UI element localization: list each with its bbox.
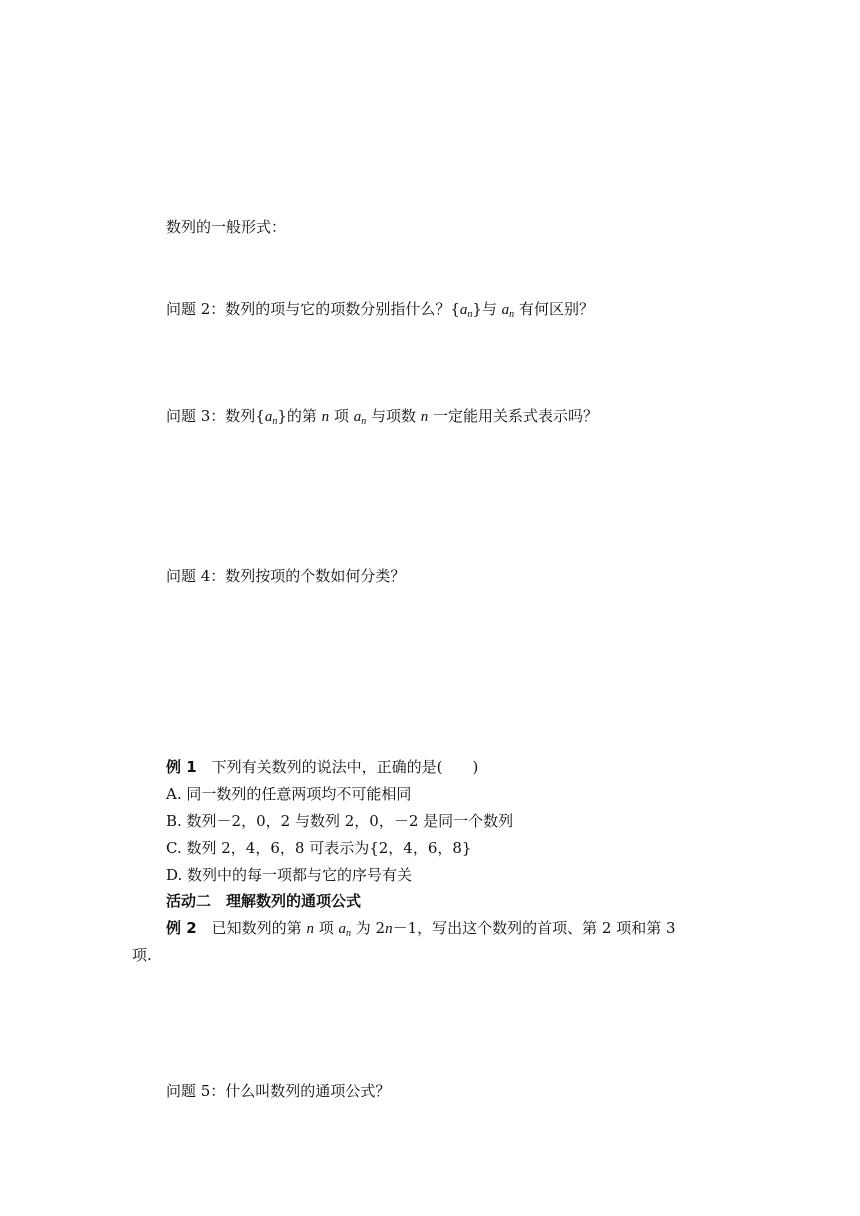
ex2-t4: －1，写出这个数列的首项、第 2 项和第 3 bbox=[392, 919, 676, 937]
q3-mid1: }的第 bbox=[277, 407, 322, 425]
ex2-a: a bbox=[338, 921, 346, 937]
question-5 bbox=[166, 1080, 390, 1102]
q2-a: a bbox=[459, 302, 468, 318]
q5-text: 问题 5：什么叫数列的通项公式？ bbox=[166, 1082, 391, 1100]
q2-n: n bbox=[467, 309, 473, 320]
ex2-t1: 已知数列的第 bbox=[196, 919, 307, 937]
q2-a2: a bbox=[501, 302, 510, 318]
ex2-n2: n bbox=[385, 921, 393, 937]
q3-a: a bbox=[264, 409, 273, 425]
option-a: A. 同一数列的任意两项均不可能相同 bbox=[166, 785, 412, 803]
ex2-t3: 为 2 bbox=[351, 919, 386, 937]
q3-a2: a bbox=[353, 409, 362, 425]
ex2-t2: 项 bbox=[313, 919, 339, 937]
q2-n2: n bbox=[509, 309, 515, 320]
question-3 bbox=[166, 405, 598, 428]
ex2-n: n bbox=[306, 921, 314, 937]
example-2-line1 bbox=[166, 917, 676, 940]
q3-n-var: n bbox=[321, 409, 330, 425]
question-2 bbox=[166, 298, 594, 321]
q3-lead: 问题 3：数列{ bbox=[166, 407, 265, 425]
option-b: B. 数列－2，0，2 与数列 2，0，－2 是同一个数列 bbox=[166, 812, 514, 830]
q2-mid: }与 bbox=[472, 300, 502, 318]
example-2-line2: 项. bbox=[132, 946, 152, 964]
q2-lead: 问题 2：数列的项与它的项数分别指什么？{ bbox=[166, 300, 460, 318]
general-form-text: 数列的一般形式： bbox=[166, 218, 287, 236]
q4-text: 问题 4：数列按项的个数如何分类？ bbox=[166, 567, 406, 585]
q3-tail: 一定能用关系式表示吗？ bbox=[428, 407, 599, 425]
example-1-label: 例 1 bbox=[166, 758, 197, 776]
q3-n-var2: n bbox=[420, 409, 429, 425]
example-1-stem bbox=[166, 756, 478, 778]
question-4 bbox=[166, 565, 405, 587]
activity-2-heading: 活动二 理解数列的通项公式 bbox=[166, 892, 362, 910]
example-2-label: 例 2 bbox=[166, 919, 197, 937]
example-1-text: 下列有关数列的说法中，正确的是( ) bbox=[196, 758, 479, 776]
q3-n2: n bbox=[361, 416, 367, 427]
q2-tail: 有何区别？ bbox=[514, 300, 594, 318]
general-form-line bbox=[166, 216, 286, 238]
option-d: D. 数列中的每一项都与它的序号有关 bbox=[166, 866, 413, 884]
q3-mid3: 与项数 bbox=[366, 407, 421, 425]
option-c: C. 数列 2，4，6，8 可表示为{2，4，6，8} bbox=[166, 839, 472, 857]
q3-mid2: 项 bbox=[329, 407, 354, 425]
ex2-an: n bbox=[346, 928, 351, 939]
q3-n: n bbox=[272, 416, 278, 427]
